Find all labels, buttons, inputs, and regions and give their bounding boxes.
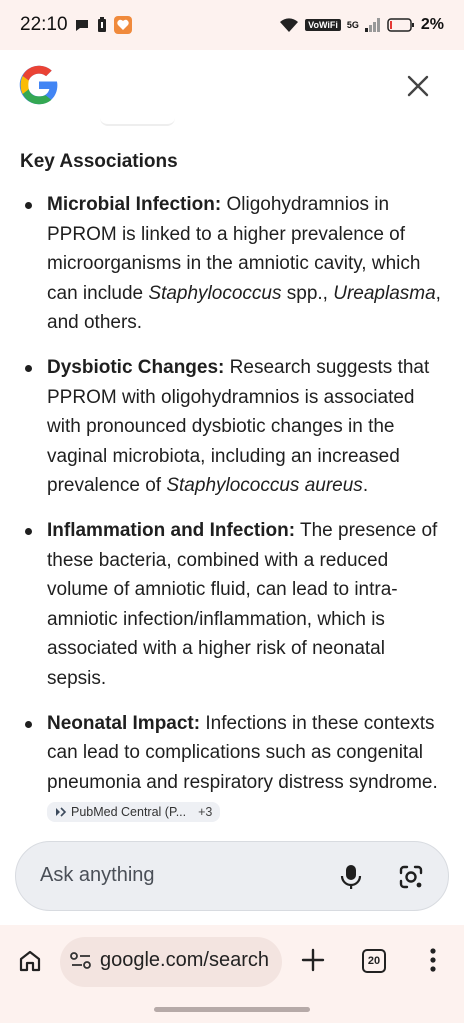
vowifi-badge: VoWiFi <box>305 19 341 31</box>
battery-percent: 2% <box>420 16 444 33</box>
item-title: Inflammation and Infection: <box>47 519 296 541</box>
sheet-handle <box>100 116 175 126</box>
item-text: . <box>362 475 369 497</box>
list-item <box>20 353 448 501</box>
microphone-icon[interactable] <box>340 864 362 895</box>
network-type: 5G <box>346 20 359 30</box>
signal-icon <box>365 18 381 32</box>
ask-input[interactable]: Ask anything <box>40 864 155 886</box>
status-time: 22:10 <box>20 14 68 35</box>
tab-switcher-button[interactable]: 20 <box>362 949 386 973</box>
address-bar[interactable] <box>60 937 282 987</box>
close-icon[interactable] <box>406 74 430 98</box>
associations-list <box>20 190 448 827</box>
url-text[interactable]: google.com/search <box>100 949 269 971</box>
item-text: , and others. <box>47 282 441 334</box>
list-item <box>20 190 448 338</box>
list-item <box>20 709 448 827</box>
item-text: Infections in these contexts can lead to complications such as congenital pneumonia and respiratory distress syndrome. <box>47 712 438 793</box>
item-text: Research suggests that PPROM with oligohydramnios is associated with pronounced dysbiotic changes in the vaginal microbiota, including an increased prevalence of <box>47 356 430 497</box>
ask-input-bar[interactable] <box>15 841 449 911</box>
source-chip-count: +3 <box>198 805 213 820</box>
section-heading: Key Associations <box>20 151 178 172</box>
gesture-nav-handle[interactable] <box>154 1007 310 1012</box>
battery-icon <box>387 17 415 33</box>
google-lens-icon[interactable] <box>398 864 424 895</box>
item-title: Neonatal Impact: <box>47 712 201 734</box>
item-italic: Staphylococcus <box>148 282 282 304</box>
more-options-icon[interactable] <box>428 947 438 978</box>
new-tab-icon[interactable] <box>300 947 326 978</box>
source-chevron-icon <box>55 807 67 817</box>
wifi-icon <box>279 17 299 33</box>
site-settings-icon[interactable] <box>70 952 92 975</box>
home-icon[interactable] <box>18 949 42 978</box>
ai-answer-content <box>20 140 448 842</box>
item-text: Oligohydramnios in PPROM is linked to a higher prevalence of microorganisms in the amniotic cavity, which can include <box>47 194 421 304</box>
item-title: Dysbiotic Changes: <box>47 356 225 378</box>
item-text: spp., <box>281 282 334 304</box>
item-title: Microbial Infection: <box>47 194 222 215</box>
status-bar <box>0 0 464 50</box>
chat-icon <box>74 17 90 33</box>
item-italic: Staphylococcus aureus <box>166 475 363 497</box>
battery-saver-icon <box>96 17 108 33</box>
header <box>0 50 464 120</box>
source-chip-label: PubMed Central (P... <box>71 805 187 820</box>
list-item <box>20 516 448 694</box>
item-text: The presence of these bacteria, combined with a reduced volume of amniotic fluid, can lead to intra-amniotic infection/inflammation, which is associated with a higher risk of neonatal sepsis. <box>47 519 438 689</box>
source-chip[interactable] <box>47 802 220 822</box>
app-notification-icon <box>114 16 132 34</box>
google-logo-icon <box>18 64 60 111</box>
item-italic: Ureaplasma <box>333 282 436 304</box>
browser-toolbar <box>0 925 464 1023</box>
